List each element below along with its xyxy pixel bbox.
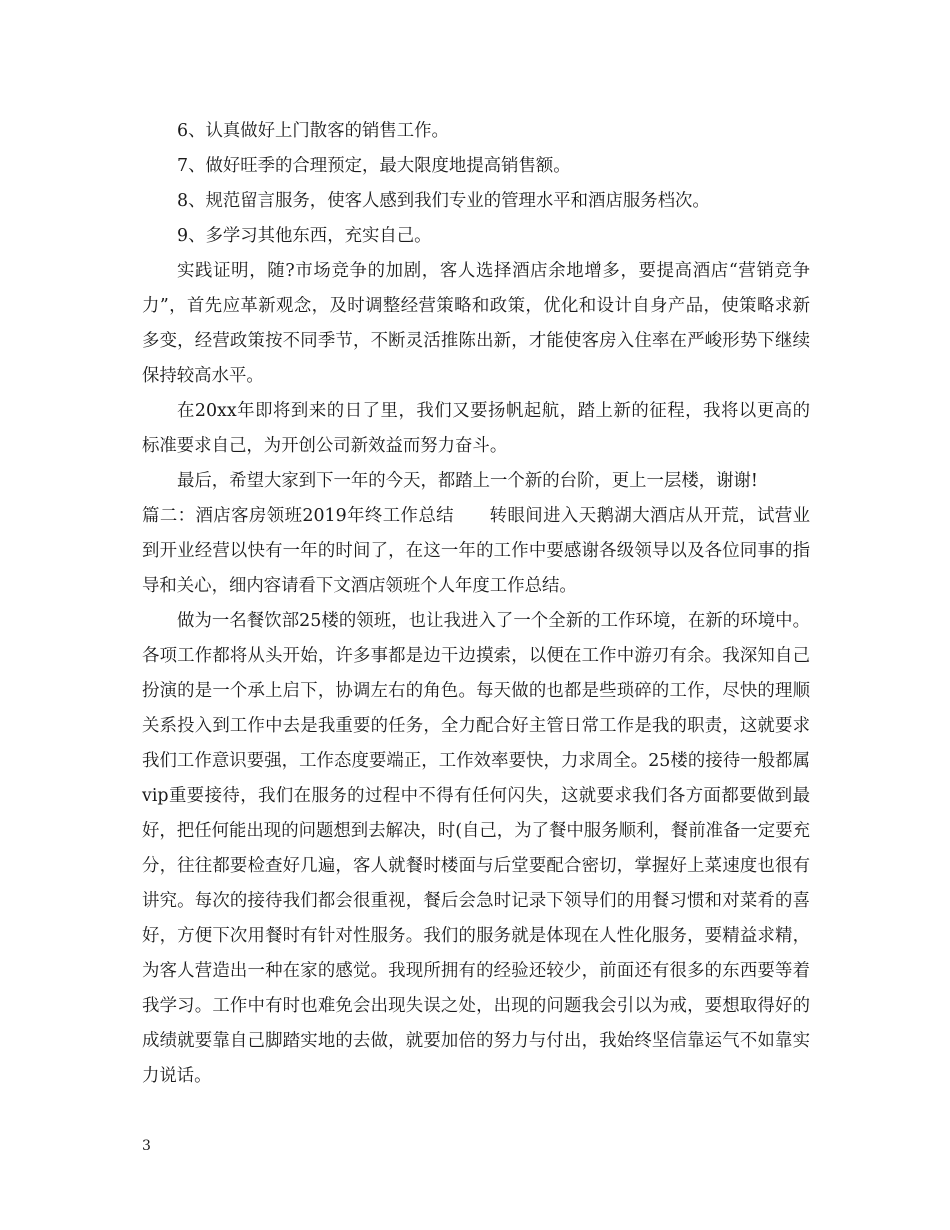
paragraph-new-year: 在20xx年即将到来的日了里，我们又要扬帆起航，踏上新的征程，我将以更高的标准要求自己，为开创公司新效益而努力奋斗。 — [142, 401, 810, 456]
paragraph-supervisor-summary: 做为一名餐饮部25楼的领班，也让我进入了一个全新的工作环境，在新的环境中。各项工作都将从头开始，许多事都是边干边摸索，以便在工作中游刃有余。我深知自己扮演的是一个承上启下，协调左右的角色。每天做的也都是些琐碎的工作，尽快的理顺关系投入到工作中去是我重要的任务，全力配合好主管日常工作是我的职责，这就要求我们工作意识要强，工作态度要端正，工作效率要快，力求周全。25楼的接待一般都属vip重要接待，我们在服务的过程中不得有任何闪失，这就要求我们各方面都要做到最好，把任何能出现的问题想到去解决，时(自己，为了餐中服务顺利，餐前准备一定要充分，往往都要检查好几遍，客人就餐时楼面与后堂要配合密切，掌握好上菜速度也很有讲究。每次的接待我们都会很重视，餐后会急时记录下领导们的用餐习惯和对菜肴的喜好，方便下次用餐时有针对性服务。我们的服务就是体现在人性化服务，要精益求精，为客人营造出一种在家的感觉。我现所拥有的经验还较少，前面还有很多的东西要等着我学习。工作中有时也难免会出现失误之处，出现的问题我会引以为戒，要想取得好的成绩就要靠自己脚踏实地的去做，就要加倍的努力与付出，我始终坚信靠运气不如靠实力说话。 — [142, 611, 810, 1086]
paragraph-closing: 最后，希望大家到下一年的今天，都踏上一个新的台阶，更上一层楼，谢谢! — [177, 471, 758, 491]
paragraph-item-9: 9、多学习其他东西，充实自己。 — [177, 226, 432, 246]
paragraph-item-6: 6、认真做好上门散客的销售工作。 — [177, 121, 449, 141]
paragraph-item-7: 7、做好旺季的合理预定，最大限度地提高销售额。 — [177, 156, 571, 176]
document-body — [142, 114, 810, 1094]
paragraph-item-8: 8、规范留言服务，使客人感到我们专业的管理水平和酒店服务档次。 — [177, 191, 710, 211]
paragraph-practice: 实践证明，随?市场竞争的加剧，客人选择酒店余地增多，要提高酒店“营销竞争力”，首先应革新观念，及时调整经营策略和政策，优化和设计自身产品，使策略求新多变，经营政策按不同季节，不断灵活推陈出新，才能使客房入住率在严峻形势下继续保持较高水平。 — [142, 261, 810, 386]
section-two-heading-paragraph: 篇二：酒店客房领班2019年终工作总结 转眼间进入天鹅湖大酒店从开荒，试营业到开业经营以快有一年的时间了，在这一年的工作中要感谢各级领导以及各位同事的指导和关心，细内容请看下文酒店领班个人年度工作总结。 — [142, 506, 810, 596]
page-number: 3 — [142, 1138, 151, 1154]
